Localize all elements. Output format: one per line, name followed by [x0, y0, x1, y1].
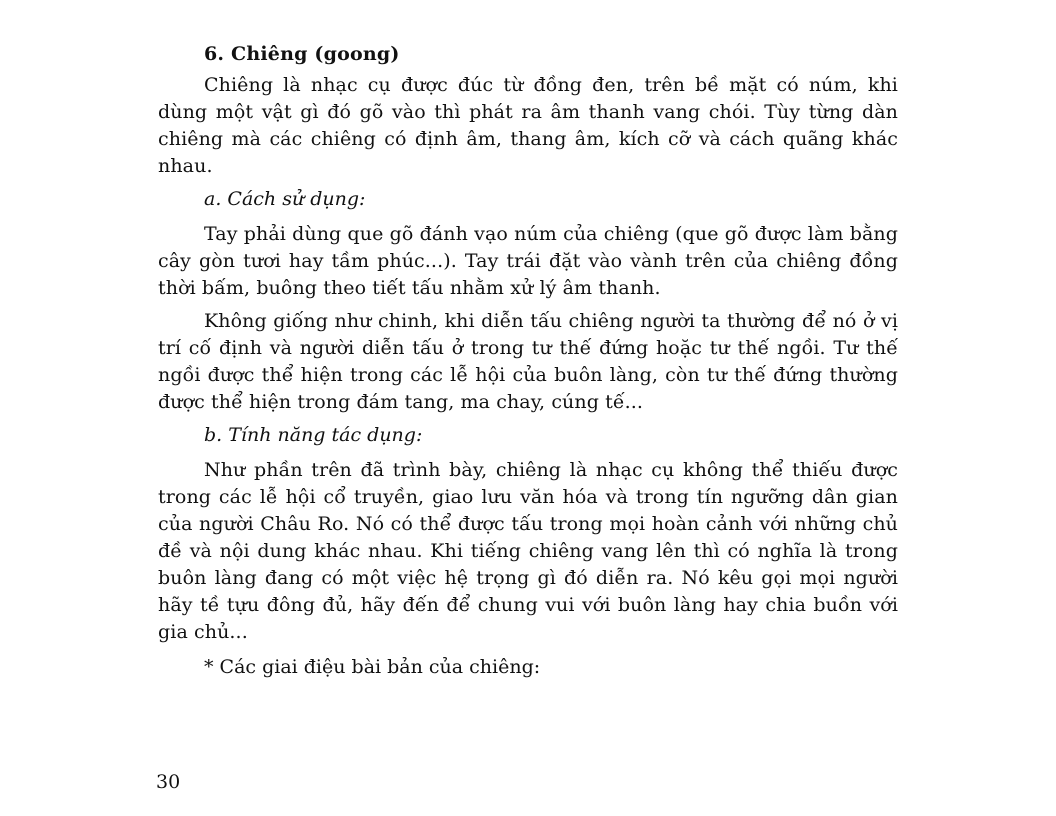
page-number: 30	[156, 771, 181, 793]
features-paragraph: Như phần trên đã trình bày, chiêng là nhạc cụ không thể thiếu được trong các lễ hội cổ truyền, giao lưu văn hóa và trong tín ngưỡng dân gian của người Châu Ro. Nó có thể được tấu trong mọi hoàn cảnh với những chủ đề và nội dung khác nhau. Khi tiếng chiêng vang lên thì có nghĩa là trong buôn làng đang có một việc hệ trọng gì đó diễn ra. Nó kêu gọi mọi người hãy tề tựu đông đủ, hãy đến để chung vui với buôn làng hay chia buồn với gia chủ...	[158, 459, 898, 643]
usage-paragraph-1: Tay phải dùng que gõ đánh vạo núm của chiêng (que gõ được làm bằng cây gòn tươi hay tầm phúc...). Tay trái đặt vào vành trên của chiêng đồng thời bấm, buông theo tiết tấu nhằm xử lý âm thanh.	[158, 223, 898, 299]
features-subtitle: b. Tính năng tác dụng:	[204, 424, 423, 446]
section-title: 6. Chiêng (goong)	[204, 43, 400, 65]
intro-paragraph: Chiêng là nhạc cụ được đúc từ đồng đen, trên bề mặt có núm, khi dùng một vật gì đó gõ vào thì phát ra âm thanh vang chói. Tùy từng dàn chiêng mà các chiêng có định âm, thang âm, kích cỡ và cách quãng khác nhau.	[158, 74, 898, 177]
melodies-note: * Các giai điệu bài bản của chiêng:	[204, 656, 541, 678]
usage-paragraph-2: Không giống như chinh, khi diễn tấu chiêng người ta thường để nó ở vị trí cố định và người diễn tấu ở trong tư thế đứng hoặc tư thế ngồi. Tư thế ngồi được thể hiện trong các lễ hội của buôn làng, còn tư thế đứng thường được thể hiện trong đám tang, ma chay, cúng tế...	[158, 310, 898, 413]
page-content	[158, 40, 898, 681]
usage-subtitle: a. Cách sử dụng:	[204, 188, 366, 210]
